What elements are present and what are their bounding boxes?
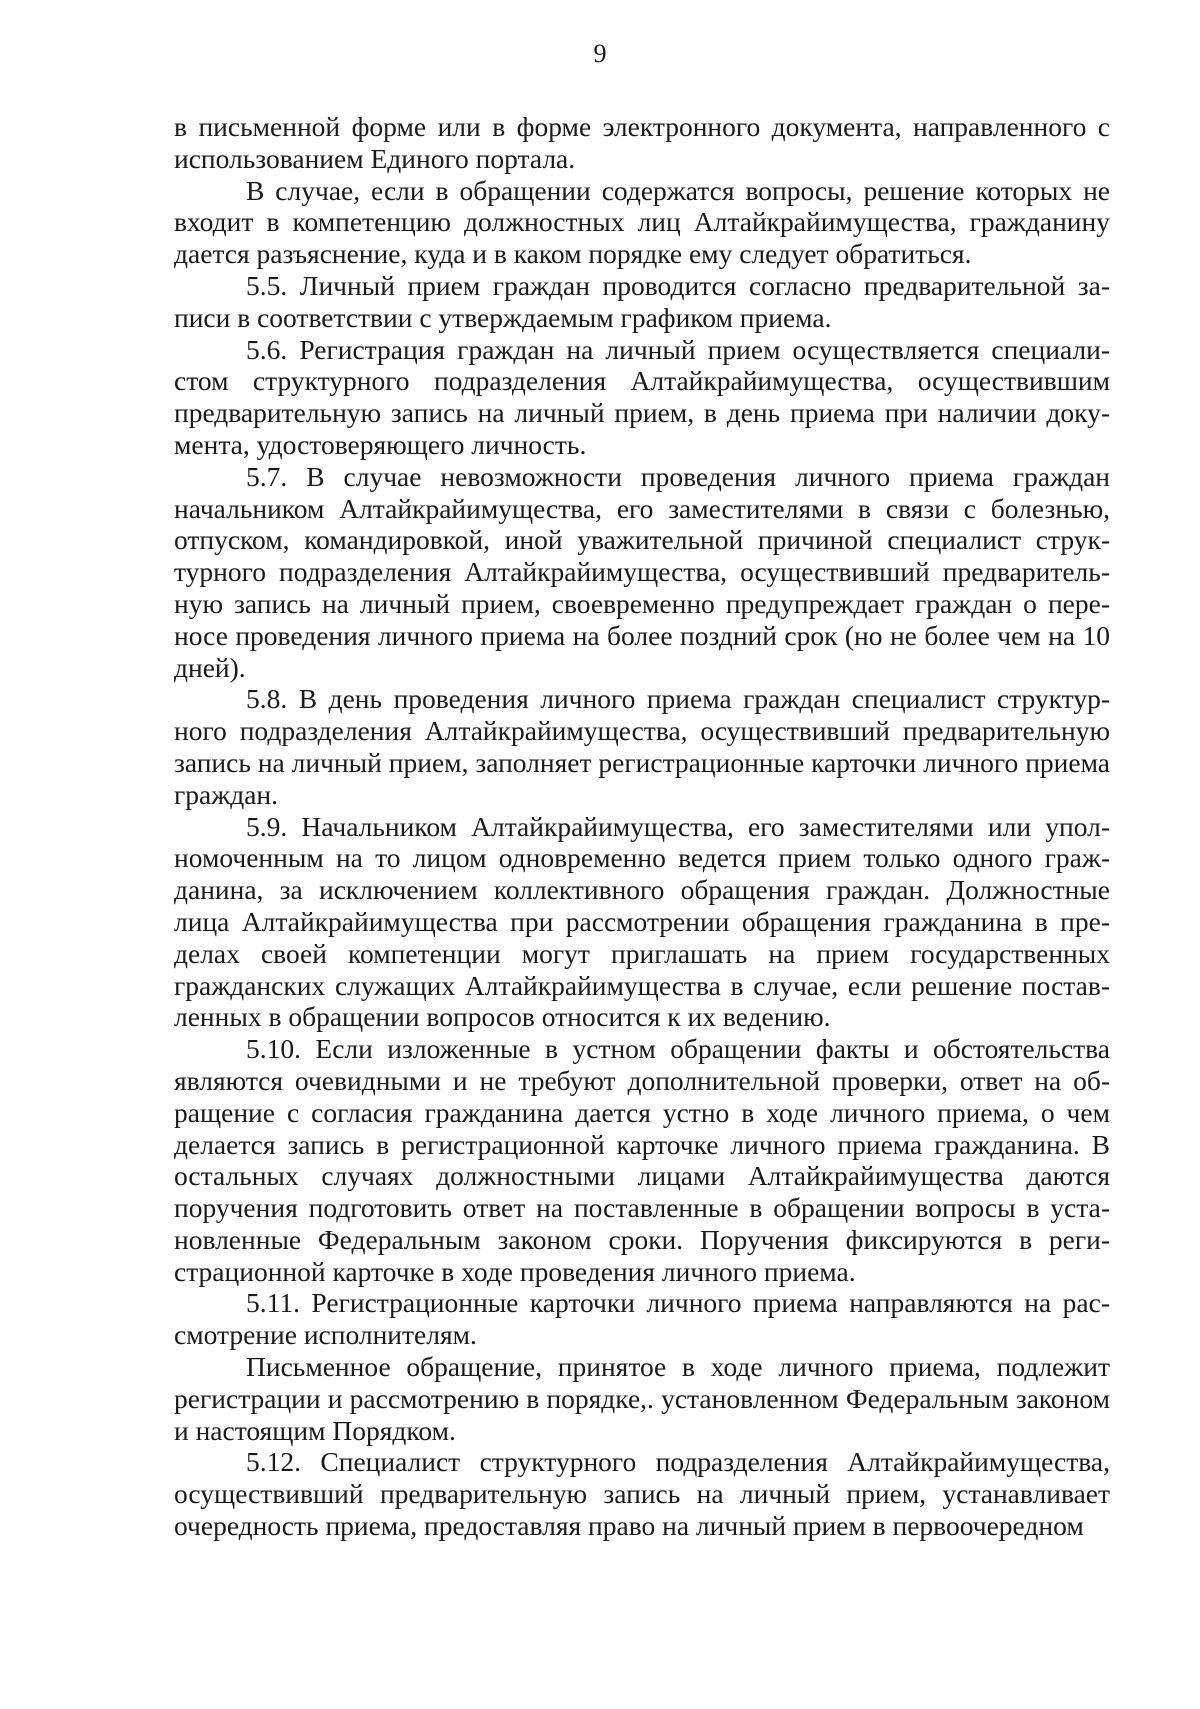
paragraph-5-6: 5.6. Регистрация граждан на личный прием осуществляется специалистом структурного подразделения Алтайкрайимущества, осуществившим предварительную запись на личный прием, в день приема при наличии документа, удостоверяющего личность.: [174, 333, 1110, 460]
paragraph-5-11: 5.11. Регистрационные карточки личного приема направляются на рассмотрение исполнителям.: [174, 1287, 1110, 1351]
paragraph-5-8: 5.8. В день проведения личного приема граждан специалист структурного подразделения Алтайкрайимущества, осуществивший предварительную запись на личный прием, заполняет регистрационные карточки личного приема граждан.: [174, 683, 1110, 810]
paragraph-written-appeal: Письменное обращение, принятое в ходе личного приема, подлежит регистрации и рассмотрению в порядке,. установленном Федеральным законом и настоящим Порядком.: [174, 1351, 1110, 1446]
paragraph-5-10: 5.10. Если изложенные в устном обращении факты и обстоятельства являются очевидными и не требуют дополнительной проверки, ответ на обращение с согласия гражданина дается устно в ходе личного приема, о чем делается запись в регистрационной карточке личного приема гражданина. В остальных случаях должностными лицами Алтайкрайимущества даются поручения подготовить ответ на поставленные в обращении вопросы в установленные Федеральным законом сроки. Поручения фиксируются в регистрационной карточке в ходе проведения личного приема.: [174, 1033, 1110, 1287]
paragraph-5-12: 5.12. Специалист структурного подразделения Алтайкрайимущества, осуществивший предварительную запись на личный прием, устанавливает очередность приема, предоставляя право на личный прием в первоочередном: [174, 1446, 1110, 1542]
paragraph-5-7: 5.7. В случае невозможности проведения личного приема граждан начальником Алтайкрайимущества, его заместителями в связи с болезнью, отпуском, командировкой, иной уважительной причиной специалист структурного подразделения Алтайкрайимущества, осуществивший предварительную запись на личный прием, своевременно предупреждает граждан о переносе проведения личного приема на более поздний срок (но не более чем на 10 дней).: [174, 460, 1110, 683]
paragraph-5-9: 5.9. Начальником Алтайкрайимущества, его заместителями или уполномоченным на то лицом одновременно ведется прием только одного гражданина, за исключением коллективного обращения граждан. Должностные лица Алтайкрайимущества при рассмотрении обращения гражданина в пределах своей компетенции могут приглашать на прием государственных гражданских служащих Алтайкрайимущества в случае, если решение поставленных в обращении вопросов относится к их ведению.: [174, 810, 1110, 1033]
document-body: [174, 111, 1110, 1542]
page-number: 9: [593, 39, 607, 68]
paragraph-5-5: 5.5. Личный прием граждан проводится согласно предварительной записи в соответствии с утверждаемым графиком приема.: [174, 269, 1110, 333]
paragraph-clarification: В случае, если в обращении содержатся вопросы, решение которых не входит в компетенцию должностных лиц Алтайкрайимущества, гражданину дается разъяснение, куда и в каком порядке ему следует обратиться.: [174, 174, 1110, 270]
paragraph-continuation: в письменной форме или в форме электронного документа, направленного с использованием Единого портала.: [174, 111, 1110, 174]
